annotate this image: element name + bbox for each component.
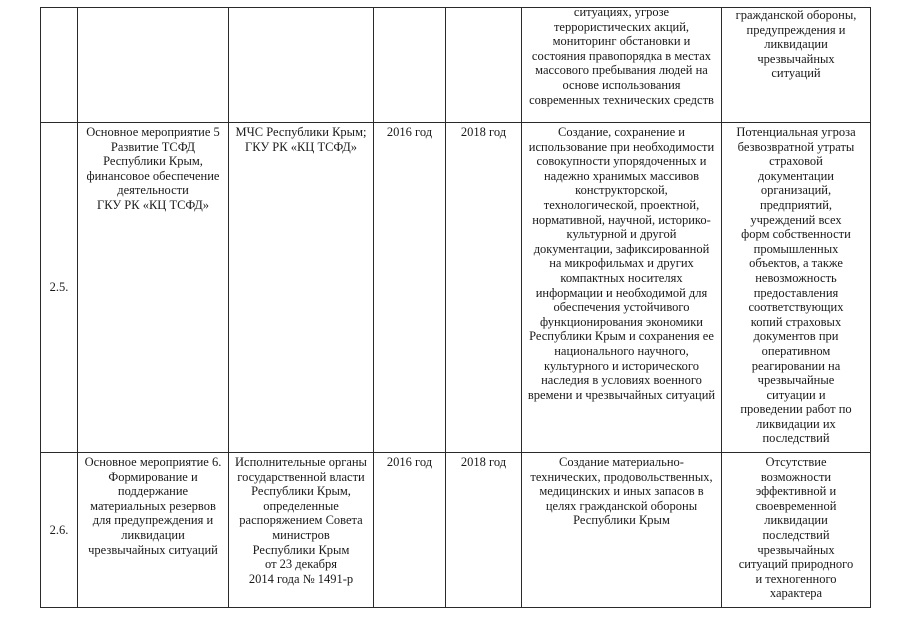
text-line: наследия в условиях военного — [541, 373, 702, 388]
text-line: учреждений всех — [750, 212, 842, 227]
text-line: Потенциальная угроза — [736, 125, 856, 139]
text-line: Развитие ТСФД — [110, 139, 196, 154]
text-line: страховой — [769, 154, 823, 169]
text-line: Республики Крым, — [251, 484, 351, 499]
text-line: предупреждения и — [746, 22, 846, 37]
text-line: чрезвычайных ситуаций — [88, 542, 218, 557]
text-line: ситуаций природного — [738, 557, 854, 572]
text-line: последствий — [762, 431, 830, 446]
text-line: ликвидации их — [756, 416, 836, 431]
text-line: своевременной — [755, 498, 837, 513]
text-line: форм собственности — [741, 227, 851, 242]
text-line: промышленных — [753, 241, 839, 256]
text-line: проведении работ по — [740, 402, 852, 417]
text-line: оперативном — [761, 343, 831, 358]
text-line: культурного и исторического — [544, 358, 699, 373]
event-cell — [78, 8, 229, 123]
text-line: Республики Крым — [573, 513, 670, 528]
text-line: министров — [272, 527, 330, 542]
end-year-cell: 2018 год — [446, 123, 522, 453]
text-line: целях гражданской обороны — [545, 498, 698, 513]
row-number-cell: 2.6. — [41, 453, 78, 608]
text-line: технологической, проектной, — [543, 197, 700, 212]
text-line: ситуации и — [766, 387, 826, 402]
text-line: нормативной, научной, историко- — [532, 212, 711, 227]
program-measures-table — [40, 7, 871, 608]
text-line: Формирование и — [108, 469, 198, 484]
text-line: материальных резервов — [90, 498, 216, 513]
start-year-cell — [374, 8, 446, 123]
text-line: предоставления — [753, 285, 839, 300]
result-cell — [522, 453, 722, 608]
text-line: предприятий, — [759, 197, 833, 212]
text-line: Создание, сохранение и — [558, 125, 685, 139]
text-line: современных технических средств — [529, 92, 714, 107]
text-line: чрезвычайных — [757, 51, 835, 66]
text-line: массового пребывания людей на — [535, 63, 708, 78]
text-line: ситуациях, угрозе — [573, 7, 670, 19]
text-line: возможности — [760, 469, 832, 484]
executor-cell — [229, 8, 374, 123]
text-line: гражданской обороны, — [735, 8, 857, 22]
text-line: состояния правопорядка в местах — [531, 48, 712, 63]
text-line: Республики Крым и сохранения ее — [529, 329, 714, 344]
text-line: национального научного, — [554, 343, 689, 358]
text-line: документов при — [753, 329, 839, 344]
text-line: совокупности упорядоченных и — [536, 154, 707, 169]
text-line: ГКУ РК «КЦ ТСФД» — [97, 197, 209, 212]
table-row — [41, 123, 871, 453]
event-cell — [78, 453, 229, 608]
text-line: функционирования экономики — [540, 314, 703, 329]
text-line: финансовое обеспечение — [86, 168, 220, 183]
text-line: поддержание — [117, 484, 189, 499]
text-line: чрезвычайных — [757, 542, 835, 557]
text-line: и техногенного — [755, 571, 837, 586]
text-line: Основное мероприятие 5 — [86, 125, 220, 139]
text-line: использование при необходимости — [528, 139, 715, 154]
end-year-cell: 2018 год — [446, 453, 522, 608]
text-line: мониторинг обстановки и — [552, 34, 691, 49]
text-line: ГКУ РК «КЦ ТСФД» — [245, 139, 357, 154]
text-line: документации — [758, 168, 834, 183]
text-line: деятельности — [117, 183, 189, 198]
text-line: на микрофильмах и других — [549, 256, 694, 271]
table-row — [41, 453, 871, 608]
result-cell — [522, 8, 722, 123]
text-line: последствий — [762, 527, 830, 542]
consequence-cell — [722, 453, 871, 608]
text-line: Республики Крым, — [103, 154, 203, 169]
text-line: документации, зафиксированной — [533, 241, 710, 256]
text-line: ситуаций — [771, 66, 821, 81]
text-line: основе использования — [562, 77, 681, 92]
text-line: определенные — [263, 498, 339, 513]
text-line: для предупреждения и — [92, 513, 214, 528]
text-line: МЧС Республики Крым; — [235, 125, 367, 139]
start-year-cell: 2016 год — [374, 123, 446, 453]
consequence-cell — [722, 8, 871, 123]
text-line: Создание материально- — [559, 455, 684, 469]
text-line: ликвидации — [764, 513, 828, 528]
text-line: времени и чрезвычайных ситуаций — [527, 387, 716, 402]
text-line: Исполнительные органы — [235, 455, 367, 469]
consequence-cell — [722, 123, 871, 453]
text-line: соответствующих — [748, 300, 844, 315]
text-line: объектов, а также — [749, 256, 843, 271]
row-number-cell: 2.5. — [41, 123, 78, 453]
text-line: 2014 года № 1491-р — [248, 571, 354, 586]
result-cell — [522, 123, 722, 453]
text-line: Основное мероприятие 6. — [84, 455, 222, 469]
text-line: ликвидации — [764, 37, 828, 52]
end-year-cell — [446, 8, 522, 123]
executor-cell — [229, 453, 374, 608]
text-line: чрезвычайные — [757, 373, 835, 388]
text-line: государственной власти — [237, 469, 365, 484]
row-number-cell — [41, 8, 78, 123]
text-line: ликвидации — [121, 527, 185, 542]
text-line: организаций, — [760, 183, 832, 198]
table-row — [41, 8, 871, 123]
text-line: эффективной и — [755, 484, 837, 499]
text-line: безвозвратной утраты — [737, 139, 855, 154]
text-line: характера — [769, 586, 823, 601]
text-line: надежно хранимых массивов — [543, 168, 700, 183]
text-line: от 23 декабря — [265, 557, 337, 572]
text-line: конструкторской, — [575, 183, 668, 198]
text-line: реагировании на — [751, 358, 841, 373]
text-line: технических, продовольственных, — [530, 469, 713, 484]
text-line: медицинских и иных запасов в — [539, 484, 704, 499]
text-line: Республики Крым — [252, 542, 350, 557]
text-line: распоряжением Совета — [239, 513, 363, 528]
text-line: культурной и другой — [566, 227, 677, 242]
start-year-cell: 2016 год — [374, 453, 446, 608]
text-line: Отсутствие — [765, 455, 827, 469]
text-line: террористических акций, — [553, 19, 690, 34]
text-line: компактных носителях — [560, 270, 683, 285]
event-cell — [78, 123, 229, 453]
text-line: копий страховых — [750, 314, 842, 329]
text-line: обеспечения устойчивого — [553, 300, 690, 315]
executor-cell — [229, 123, 374, 453]
text-line: информации и необходимой для — [535, 285, 708, 300]
text-line: невозможность — [755, 270, 837, 285]
